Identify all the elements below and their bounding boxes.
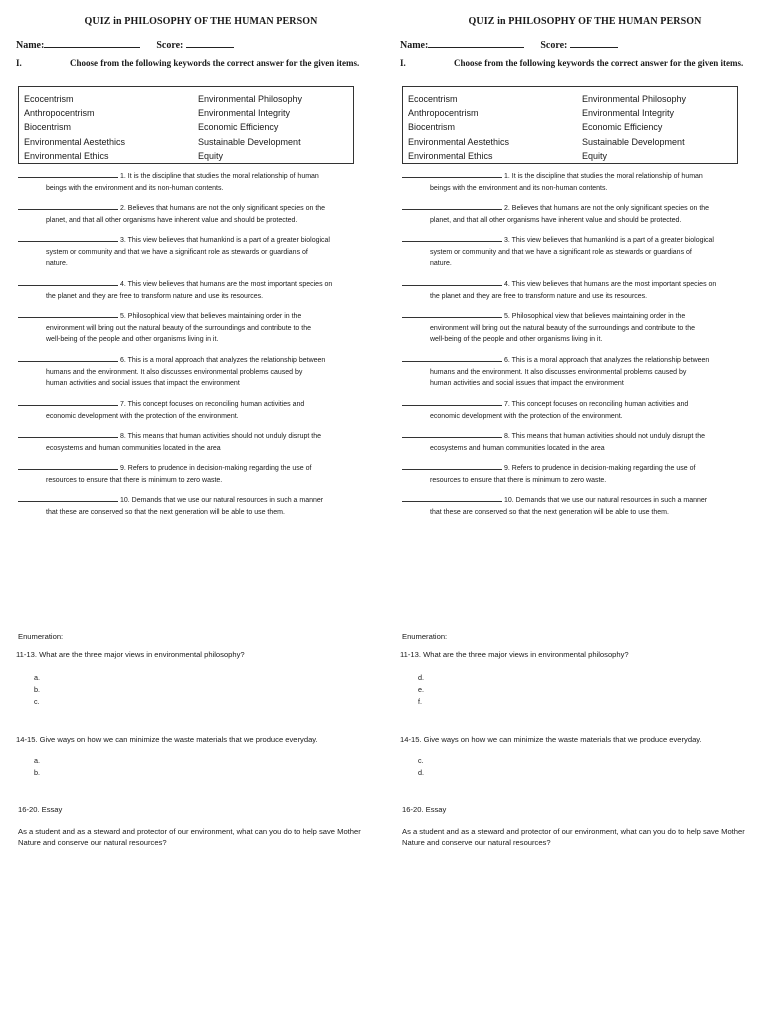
question-text: environment will bring out the natural beauty of the surroundings and contribute to the xyxy=(46,324,311,332)
question-text: 2. Believes that humans are not the only significant species on the xyxy=(504,205,710,212)
keyword: Anthropocentrism xyxy=(408,108,479,119)
question-text: 6. This is a moral approach that analyzes the relationship between xyxy=(120,357,326,364)
answer-blank[interactable] xyxy=(18,278,118,286)
answer-list-11-13 xyxy=(418,672,424,708)
name-field[interactable] xyxy=(44,39,140,48)
answer-blank[interactable] xyxy=(402,462,502,470)
keyword: Anthropocentrism xyxy=(24,108,95,119)
question-item xyxy=(18,494,368,518)
instruction-text: Choose from the following keywords the correct answer for the given items. xyxy=(70,58,360,68)
keyword-box xyxy=(402,86,738,164)
essay-question: As a student and as a steward and protector of our environment, what can you do to help save Mother Nature and conserve our natural resources? xyxy=(18,827,361,847)
keyword: Environmental Aestethics xyxy=(408,136,510,147)
question-text: 4. This view believes that humans are the most important species on xyxy=(504,281,717,288)
keyword-column-1 xyxy=(408,92,509,163)
answer-item[interactable]: c. xyxy=(34,697,40,706)
keyword: Equity xyxy=(582,150,608,161)
keyword: Environmental Integrity xyxy=(198,108,291,119)
answer-blank[interactable] xyxy=(402,202,502,210)
question-text: system or community and that we have a significant role as stewards or guardians of xyxy=(430,248,692,256)
answer-blank[interactable] xyxy=(18,430,118,438)
question-text: ecosystems and human communities located in the area xyxy=(46,444,221,452)
answer-blank[interactable] xyxy=(402,398,502,406)
name-score-row xyxy=(400,39,618,51)
question-text: human activities and social issues that impact the environment xyxy=(430,380,624,388)
instruction-number: I. xyxy=(16,58,22,68)
answer-blank[interactable] xyxy=(402,354,502,362)
question-text: 9. Refers to prudence in decision-making regarding the use of xyxy=(120,465,312,472)
keyword: Environmental Philosophy xyxy=(582,94,687,104)
keyword-column-1 xyxy=(24,92,125,163)
question-text: humans and the environment. It also discusses environmental problems caused by xyxy=(430,368,687,376)
answer-item[interactable]: c. xyxy=(418,756,424,765)
answer-item[interactable]: f. xyxy=(418,697,422,706)
answer-blank[interactable] xyxy=(18,462,118,470)
answer-list-11-13 xyxy=(34,672,40,708)
keyword: Sustainable Development xyxy=(198,136,301,147)
essay-label: 16-20. Essay xyxy=(18,805,63,814)
question-item xyxy=(18,234,368,270)
question-text: resources to ensure that there is minimum to zero waste. xyxy=(46,476,223,484)
question-item xyxy=(18,170,368,194)
answer-blank[interactable] xyxy=(18,494,118,502)
enumeration-label: Enumeration: xyxy=(18,632,64,641)
keyword-column-2 xyxy=(198,92,302,163)
score-label: Score: xyxy=(156,40,184,51)
answer-item[interactable]: b. xyxy=(34,768,40,777)
answer-blank[interactable] xyxy=(18,234,118,242)
keyword: Environmental Philosophy xyxy=(198,94,303,104)
question-text: 1. It is the discipline that studies the moral relationship of human xyxy=(504,173,703,180)
question-text: environment will bring out the natural beauty of the surroundings and contribute to the xyxy=(430,324,695,332)
question-text: system or community and that we have a significant role as stewards or guardians of xyxy=(46,248,308,256)
keyword: Ecocentrism xyxy=(24,94,74,104)
keyword: Economic Efficiency xyxy=(582,122,663,133)
answer-blank[interactable] xyxy=(18,398,118,406)
name-label: Name: xyxy=(16,40,45,51)
question-text: 3. This view believes that humankind is a part of a greater biological xyxy=(120,237,330,244)
enumeration-label: Enumeration: xyxy=(402,632,448,641)
question-text: 8. This means that human activities should not unduly disrupt the xyxy=(504,433,706,440)
question-item xyxy=(18,202,368,226)
question-text: ecosystems and human communities located in the area xyxy=(430,444,605,452)
answer-item[interactable]: d. xyxy=(418,768,424,777)
score-field[interactable] xyxy=(186,39,234,48)
question-text: 2. Believes that humans are not the only significant species on the xyxy=(120,205,326,212)
answer-blank[interactable] xyxy=(402,170,502,178)
quiz-title: QUIZ in PHILOSOPHY OF THE HUMAN PERSON xyxy=(84,16,318,27)
keyword: Ecocentrism xyxy=(408,94,458,104)
answer-blank[interactable] xyxy=(402,278,502,286)
keyword: Environmental Integrity xyxy=(582,108,675,119)
question-item xyxy=(18,398,368,422)
enumeration-question-14-15: 14-15. Give ways on how we can minimize the waste materials that we produce everyday. xyxy=(400,735,702,744)
question-text: beings with the environment and its non-human contents. xyxy=(430,184,608,192)
question-text: nature. xyxy=(46,260,68,268)
name-score-row xyxy=(16,39,234,51)
keyword: Sustainable Development xyxy=(582,136,685,147)
keyword: Environmental Aestethics xyxy=(24,136,126,147)
question-item xyxy=(402,430,752,454)
instruction-number: I. xyxy=(400,58,406,68)
answer-item[interactable]: a. xyxy=(34,756,40,765)
question-text: beings with the environment and its non-human contents. xyxy=(46,184,224,192)
score-field[interactable] xyxy=(570,39,618,48)
question-text: 5. Philosophical view that believes maintaining order in the xyxy=(504,313,686,320)
essay-question: As a student and as a steward and protector of our environment, what can you do to help save Mother Nature and conserve our natural resources? xyxy=(402,827,745,847)
answer-blank[interactable] xyxy=(402,430,502,438)
question-text: 10. Demands that we use our natural resources in such a manner xyxy=(504,497,708,504)
question-item xyxy=(402,494,752,518)
question-text: the planet and they are free to transform nature and use its resources. xyxy=(46,292,264,300)
keyword: Economic Efficiency xyxy=(198,122,279,133)
question-item xyxy=(402,278,752,302)
quiz-sheet-right xyxy=(400,0,768,1024)
question-item xyxy=(18,430,368,454)
quiz-title: QUIZ in PHILOSOPHY OF THE HUMAN PERSON xyxy=(468,16,702,27)
answer-blank[interactable] xyxy=(18,310,118,318)
question-text: 10. Demands that we use our natural resources in such a manner xyxy=(120,497,324,504)
question-item xyxy=(18,354,368,390)
enumeration-question-11-13: 11-13. What are the three major views in environmental philosophy? xyxy=(16,650,245,659)
answer-blank[interactable] xyxy=(18,170,118,178)
keyword: Biocentrism xyxy=(24,122,72,133)
question-text: humans and the environment. It also discusses environmental problems caused by xyxy=(46,368,303,376)
question-text: well-being of the people and other organisms living in it. xyxy=(430,336,603,344)
question-text: 8. This means that human activities should not unduly disrupt the xyxy=(120,433,322,440)
question-text: 6. This is a moral approach that analyzes the relationship between xyxy=(504,357,710,364)
question-text: nature. xyxy=(430,260,452,268)
question-text: 9. Refers to prudence in decision-making regarding the use of xyxy=(504,465,696,472)
question-text: 7. This concept focuses on reconciling human activities and xyxy=(504,401,689,408)
answer-list-14-15 xyxy=(418,755,424,779)
question-text: economic development with the protection of the environment. xyxy=(430,412,623,420)
keyword: Biocentrism xyxy=(408,122,456,133)
question-text: the planet and they are free to transform nature and use its resources. xyxy=(430,292,648,300)
name-field[interactable] xyxy=(428,39,524,48)
answer-blank[interactable] xyxy=(18,202,118,210)
question-text: well-being of the people and other organisms living in it. xyxy=(46,336,219,344)
question-text: 7. This concept focuses on reconciling human activities and xyxy=(120,401,305,408)
answer-blank[interactable] xyxy=(402,234,502,242)
question-text: economic development with the protection of the environment. xyxy=(46,412,239,420)
keyword: Environmental Ethics xyxy=(408,150,493,161)
question-text: resources to ensure that there is minimum to zero waste. xyxy=(430,476,607,484)
keyword-column-2 xyxy=(582,92,686,163)
question-item xyxy=(402,234,752,270)
quiz-sheet-left xyxy=(16,0,386,1024)
answer-item[interactable]: d. xyxy=(418,673,424,682)
question-text: 1. It is the discipline that studies the moral relationship of human xyxy=(120,173,319,180)
essay-label: 16-20. Essay xyxy=(402,805,447,814)
keyword: Environmental Ethics xyxy=(24,150,109,161)
answer-item[interactable]: e. xyxy=(418,685,424,694)
score-label: Score: xyxy=(540,40,568,51)
question-item xyxy=(402,398,752,422)
question-item xyxy=(402,354,752,390)
answer-blank[interactable] xyxy=(402,494,502,502)
answer-blank[interactable] xyxy=(18,354,118,362)
question-text: 5. Philosophical view that believes maintaining order in the xyxy=(120,313,302,320)
question-item xyxy=(402,310,752,346)
question-text: that these are conserved so that the next generation will be able to use them. xyxy=(430,508,669,516)
instruction-text: Choose from the following keywords the correct answer for the given items. xyxy=(454,58,744,68)
keyword: Equity xyxy=(198,150,224,161)
question-text: 3. This view believes that humankind is a part of a greater biological xyxy=(504,237,714,244)
enumeration-question-11-13: 11-13. What are the three major views in environmental philosophy? xyxy=(400,650,629,659)
question-item xyxy=(18,462,368,486)
answer-blank[interactable] xyxy=(402,310,502,318)
question-item xyxy=(402,202,752,226)
question-item xyxy=(18,278,368,302)
answer-item[interactable]: a. xyxy=(34,673,40,682)
question-text: that these are conserved so that the next generation will be able to use them. xyxy=(46,508,285,516)
question-text: planet, and that all other organisms have inherent value and should be protected. xyxy=(46,216,298,224)
question-item xyxy=(402,462,752,486)
keyword-box xyxy=(18,86,354,164)
answer-list-14-15 xyxy=(34,755,40,779)
answer-item[interactable]: b. xyxy=(34,685,40,694)
question-text: 4. This view believes that humans are the most important species on xyxy=(120,281,333,288)
question-text: planet, and that all other organisms have inherent value and should be protected. xyxy=(430,216,682,224)
name-label: Name: xyxy=(400,40,429,51)
question-item xyxy=(402,170,752,194)
question-item xyxy=(18,310,368,346)
enumeration-question-14-15: 14-15. Give ways on how we can minimize the waste materials that we produce everyday. xyxy=(16,735,318,744)
question-text: human activities and social issues that impact the environment xyxy=(46,380,240,388)
